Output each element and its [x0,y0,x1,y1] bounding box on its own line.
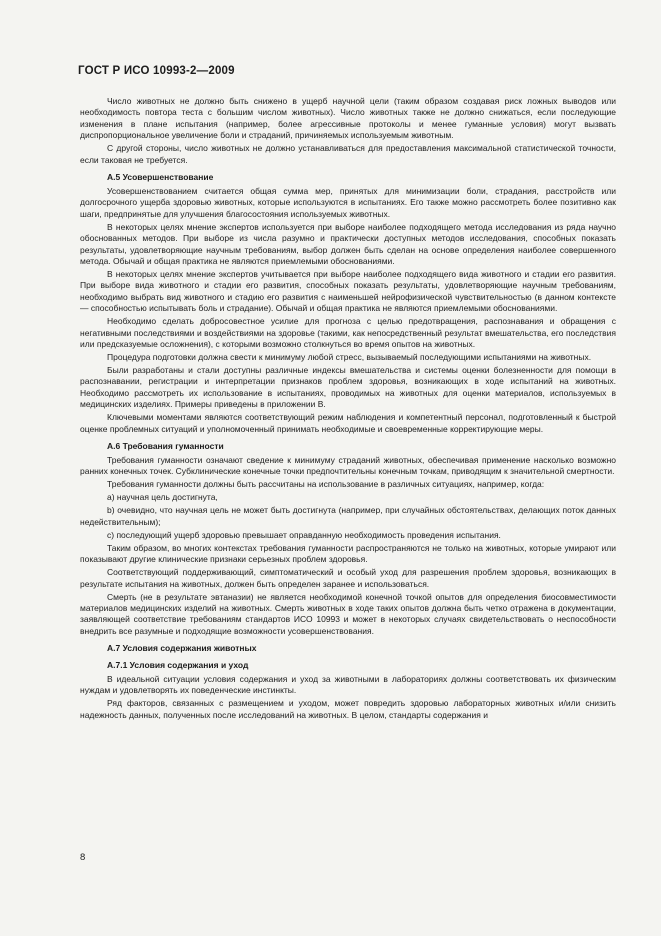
list-item: а) научная цель достигнута, [107,492,218,503]
section-heading-a5: А.5 Усовершенствование [107,171,214,182]
list-item: b) очевидно, что научная цель не может быть достигнута (например, при случайных обстоятельствах, делающих поток данных недействительным); [80,505,616,527]
paragraph: В идеальной ситуации условия содержания и уход за животными в лабораториях должны соответствовать их физическим нуждам и удовлетворять их поведенческие инстинкты. [80,674,616,696]
list-item: с) последующий ущерб здоровью превышает оправданную необходимость проведения испытания. [107,529,501,540]
paragraph: Требования гуманности означают сведение к минимуму страданий животных, обеспечивая применение насколько возможно ранних конечных точек. Субклинические конечные точки предпочтительны конечным точкам, приводящим к значительной смертности. [80,454,616,477]
document-header: ГОСТ Р ИСО 10993-2—2009 [78,65,235,77]
paragraph: Необходимо сделать добросовестное усилие для прогноза с целью предотвращения, распознавания и обращения с негативными последствиями и воздействиями на здоровье (такими, как непосредственный результат вмешательства, его последствия или предсказуемые осложнения), с которыми возможно столкнуться во время опытов на животных. [80,316,616,349]
paragraph: Таким образом, во многих контекстах требования гуманности распространяются не только на животных, которые умирают или показывают другие клинические признаки серьезных проблем здоровья. [80,542,616,565]
page-number: 8 [80,852,86,863]
subsection-heading-a7-1: А.7.1 Условия содержания и уход [107,659,249,670]
document-body [80,96,616,723]
paragraph: В некоторых целях мнение экспертов учитывается при выборе наиболее подходящего вида животного и стадии его развития. При выборе вида животного и стадии его развития, способных показать результаты, удовлетворяющие научным требованиям, необходимо выбрать вид животного и стадию его развития с наименьшей нейрофизической чувствительностью (в данном контексте — способностью испытывать боль и страдание). Обычай и общая практика не являются приемлемыми обоснованиями. [80,268,616,314]
paragraph: С другой стороны, число животных не должно устанавливаться для предоставления максимальной статистической точности, если таковая не требуется. [80,143,616,165]
paragraph: Число животных не должно быть снижено в ущерб научной цели (таким образом создавая риск ложных выводов или необходимость повтора теста с большим числом животных). Число животных также не должно снижаться, если последующие изменения в плане испытания (например, более агрессивные протоколы и менее гуманные условия) могут вызвать диспропорциональное увеличение боли и страданий, причиняемых используемым животным. [80,96,616,141]
paragraph: Усовершенствованием считается общая сумма мер, принятых для минимизации боли, страдания, расстройств или долгосрочного ущерба здоровью животных, которые используются в испытаниях. Его также можно рассмотреть более позитивно как шаги, предпринятые для улучшения благосостояния используемых животных. [80,185,616,219]
paragraph: Смерть (не в результате эвтаназии) не является необходимой конечной точкой опытов для определения биосовместимости материалов медицинских изделий на животных. Смерть животных в ходе таких опытов должна быть четко отражена в документации, заявляющей соответствие требованиям стандартов ИСО 10993 и может в некоторых случаях свидетельствовать о неспособности внедрить все разумные и подходящие возможности усовершенствования. [80,591,616,636]
paragraph: В некоторых целях мнение экспертов используется при выборе наиболее подходящего метода исследования из ряда научно обоснованных методов. При выборе из числа разумно и практически доступных методов исследования, способных показать результаты, удовлетворяющие научным требованиям, выбор должен быть сделан на основе определения наиболее совершенного метода. Обычай и общая практика не являются приемлемыми обоснованиями. [80,221,616,266]
paragraph: Требования гуманности должны быть рассчитаны на использование в различных ситуациях, например, когда: [107,479,545,490]
paragraph: Процедура подготовки должна свести к минимуму любой стресс, вызываемый последующими испытаниями на животных. [107,352,592,362]
paragraph: Ряд факторов, связанных с размещением и уходом, может повредить здоровью лабораторных животных и/или снизить надежность данных, полученных после исследований на животных. В целом, стандарты содержания и [80,698,616,720]
section-heading-a6: А.6 Требования гуманности [107,440,224,451]
paragraph: Ключевыми моментами являются соответствующий режим наблюдения и компетентный персонал, подготовленный к быстрой оценке проблемных ситуаций и уполномоченный принимать необходимые и своевременные корректирующие меры. [80,412,616,434]
paragraph: Были разработаны и стали доступны различные индексы вмешательства и системы оценки болезненности для помощи в распознавании, регистрации и интерпретации признаков проблем здоровья, возникающих в ходе испытаний на животных. Необходимо рассмотреть их использование в испытаниях, проводимых на животных для оценки материалов, используемых в медицинских изделиях. Примеры приведены в приложении В. [80,365,616,410]
section-heading-a7: А.7 Условия содержания животных [107,642,257,653]
paragraph: Соответствующий поддерживающий, симптоматический и особый уход для разрешения проблем здоровья, возникающих в результате испытания на животных, должен быть определен заранее и использоваться. [80,567,616,589]
